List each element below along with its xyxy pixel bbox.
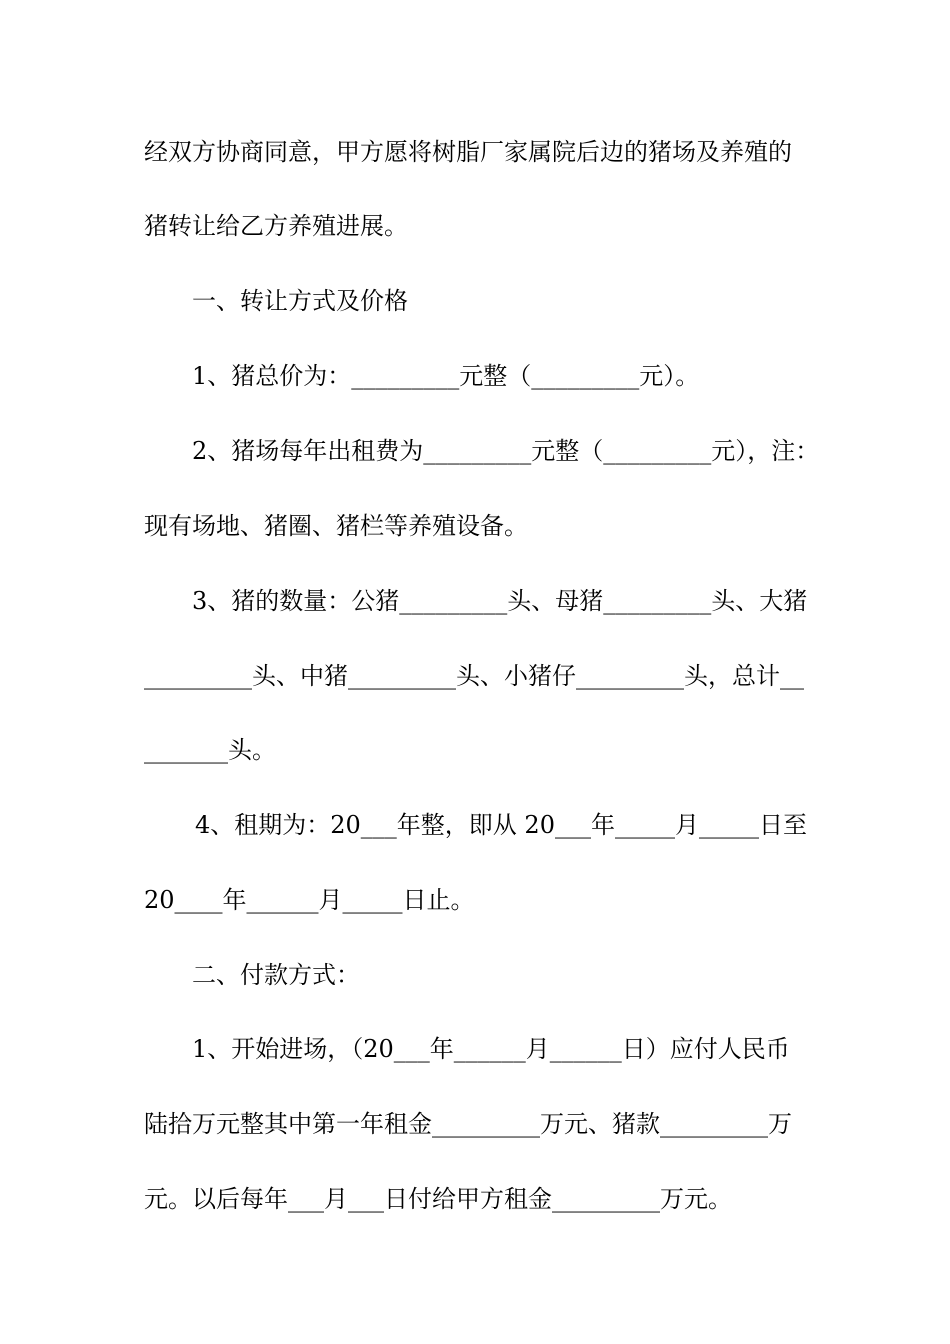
paragraph-intro-line-2: 猪转让给乙方养殖进展。: [144, 212, 408, 240]
clause-payment-line-2: 陆拾万元整其中第一年租金_________万元、猪款_________万: [144, 1110, 792, 1138]
clause-payment-line-3: 元。以后每年___月___日付给甲方租金_________万元。: [144, 1185, 732, 1213]
clause-payment-line-1: 1、开始进场，（20___年______月______日）应付人民币: [192, 1035, 790, 1063]
clause-term-line-2: 20____年______月_____日止。: [144, 886, 475, 914]
clause-total-price: 1、猪总价为：_________元整（_________元）。: [192, 362, 700, 390]
section-heading-payment: 二、付款方式：: [192, 961, 360, 989]
clause-term-line-1: 4、租期为：20___年整，即从 20___年_____月_____日至: [195, 811, 807, 839]
clause-rent-line-1: 2、猪场每年出租费为_________元整（_________元），注：: [192, 437, 820, 465]
section-heading-transfer: 一、转让方式及价格: [192, 287, 408, 315]
clause-quantity-line-2: _________头、中猪_________头、小猪仔_________头，总计__: [144, 662, 804, 690]
clause-rent-line-2: 现有场地、猪圈、猪栏等养殖设备。: [144, 512, 528, 540]
clause-quantity-line-1: 3、猪的数量：公猪_________头、母猪_________头、大猪: [192, 587, 808, 615]
clause-quantity-line-3: _______头。: [144, 736, 276, 764]
paragraph-intro-line-1: 经双方协商同意，甲方愿将树脂厂家属院后边的猪场及养殖的: [144, 138, 792, 166]
